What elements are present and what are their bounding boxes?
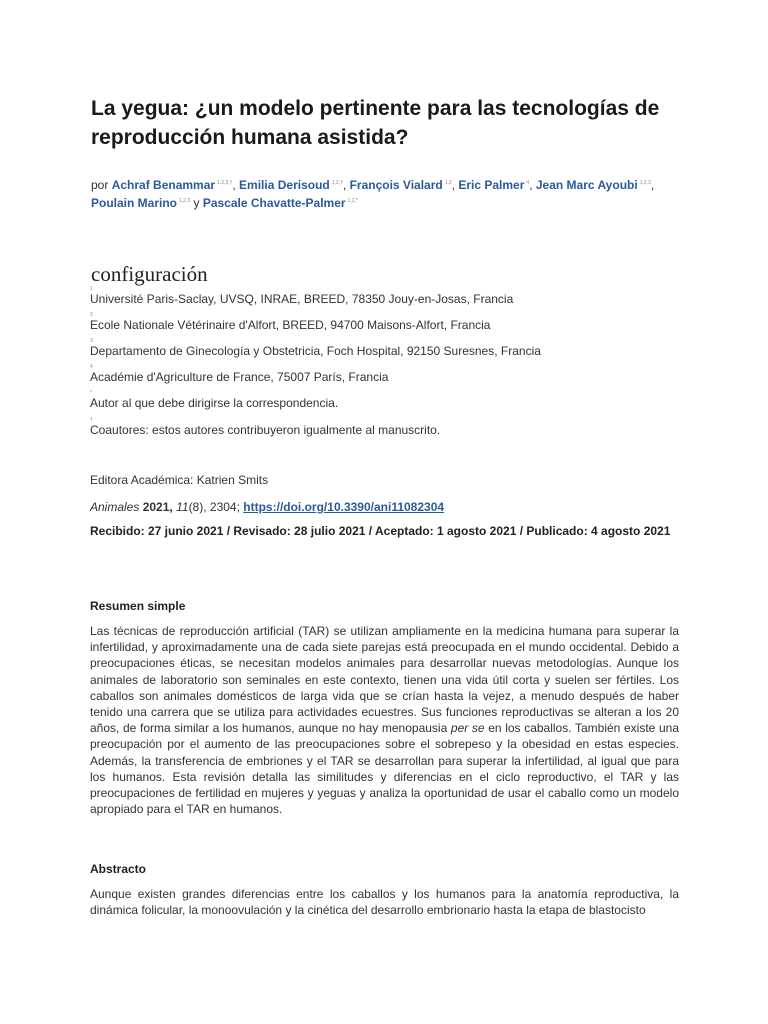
- author-link[interactable]: Emilia Derisoud: [239, 178, 330, 192]
- simple-summary-italic: per se: [450, 721, 485, 736]
- section-title: configuración: [91, 262, 208, 286]
- author-link[interactable]: François Vialard: [349, 178, 443, 192]
- author-link[interactable]: Poulain Marino: [91, 196, 178, 210]
- affiliation-text: Coautores: estos autores contribuyeron igualmente al manuscrito.: [90, 423, 441, 437]
- author-affiliation-marks: 1,2,†: [331, 180, 343, 186]
- affiliation-item: [90, 417, 690, 437]
- author-separator: ,: [451, 178, 456, 192]
- affiliation-item: [90, 312, 690, 332]
- author-affiliation-marks: 1,2: [444, 180, 452, 186]
- author-list: [91, 175, 691, 211]
- author-separator: y: [190, 196, 200, 210]
- academic-editor: Editora Académica: Katrien Smits: [90, 473, 269, 487]
- publication-dates: Recibido: 27 junio 2021 / Revisado: 28 julio 2021 / Aceptado: 1 agosto 2021 / Publicado: 4 agosto 2021: [90, 524, 671, 538]
- author-separator: ,: [342, 178, 347, 192]
- article-title: La yegua: ¿un modelo pertinente para las tecnologías de reproducción humana asistida?: [91, 97, 660, 149]
- author-affiliation-marks: 4: [526, 180, 530, 186]
- affiliation-text: Académie d'Agriculture de France, 75007 París, Francia: [90, 370, 389, 384]
- author-link[interactable]: Eric Palmer: [458, 178, 525, 192]
- citation-issue-pages: (8), 2304;: [188, 500, 240, 514]
- author-separator: ,: [529, 178, 533, 192]
- citation: Animales 2021, 11(8), 2304; https://doi.org/10.3390/ani11082304: [90, 500, 445, 514]
- citation-year: 2021: [142, 500, 170, 514]
- abstract-heading: Abstracto: [90, 862, 147, 876]
- author-separator: ,: [232, 178, 236, 192]
- author-link[interactable]: Jean Marc Ayoubi: [535, 178, 638, 192]
- author-affiliation-marks: 1,2,3,†: [217, 180, 233, 186]
- affiliation-mark: †: [90, 417, 93, 423]
- affiliation-item: [90, 338, 690, 358]
- simple-summary-text-part: en los caballos. También existe una preocupación por el aumento de las preocupaciones sobre el sobrepeso y la obesidad en estas especies. Además, la transferencia de embriones y el TAR se desarrollan para superar la infertilidad, al igual que para los humanos. Esta revisión detalla las similitudes y diferencias en el ciclo reproductivo, el TAR y las preocupaciones de fertilidad en mujeres y yeguas y analiza la oportunidad de usar el caballo como un modelo apropiado para el TAR en humanos.: [90, 721, 679, 817]
- affiliation-item: [90, 390, 690, 410]
- affiliation-item: [90, 364, 690, 384]
- citation-volume: 11: [176, 500, 189, 514]
- journal-name: Animales: [90, 500, 140, 514]
- affiliation-mark: *: [90, 390, 92, 396]
- author-affiliation-marks: 1,2,*: [347, 198, 358, 204]
- affiliation-text: Autor al que debe dirigirse la correspondencia.: [90, 396, 339, 410]
- author-link[interactable]: Pascale Chavatte-Palmer: [202, 196, 346, 210]
- authors-prefix: por: [91, 178, 109, 192]
- affiliation-mark: 4: [90, 364, 93, 370]
- affiliation-mark: 3: [90, 338, 93, 344]
- author-link[interactable]: Achraf Benammar: [111, 178, 216, 192]
- affiliation-text: Departamento de Ginecología y Obstetricia, Foch Hospital, 92150 Suresnes, Francia: [90, 344, 541, 358]
- affiliation-mark: 1: [90, 286, 93, 292]
- simple-summary-text: [90, 623, 679, 817]
- affiliation-item: [90, 286, 690, 306]
- doi-link[interactable]: https://doi.org/10.3390/ani11082304: [243, 500, 445, 514]
- affiliation-text: Ecole Nationale Vétérinaire d'Alfort, BREED, 94700 Maisons-Alfort, Francia: [90, 318, 491, 332]
- author-affiliation-marks: 1,2,3: [639, 180, 651, 186]
- simple-summary-text-part: Las técnicas de reproducción artificial (TAR) se utilizan ampliamente en la medicina humana para superar la infertilidad, y aproximadamente una de cada siete parejas está preocupada en el mundo occidental. Debido a preocupaciones éticas, se necesitan modelos animales para desarrollar nuevas metodologías. Aunque los animales de laboratorio son seminales en este contexto, tienen una vida útil corta y suelen ser fértiles. Los caballos son animales domésticos de larga vida que se crían hasta la vejez, a menudo después de haber tenido una carrera que se utiliza para actividades ecuestres. Sus funciones reproductivas se alteran a los 20 años, de forma similar a los humanos, aunque no hay menopausia: [90, 624, 679, 736]
- simple-summary-heading: Resumen simple: [90, 599, 186, 613]
- author-affiliation-marks: 1,2,3: [179, 198, 191, 204]
- abstract-text: Aunque existen grandes diferencias entre los caballos y los humanos para la anatomía reproductiva, la dinámica folicular, la monoovulación y la cinética del desarrollo embrionario hasta la etapa de blastocisto: [90, 887, 679, 918]
- affiliation-text: Université Paris-Saclay, UVSQ, INRAE, BREED, 78350 Jouy-en-Josas, Francia: [90, 292, 514, 306]
- affiliation-mark: 2: [90, 312, 93, 318]
- author-separator: ,: [650, 178, 655, 192]
